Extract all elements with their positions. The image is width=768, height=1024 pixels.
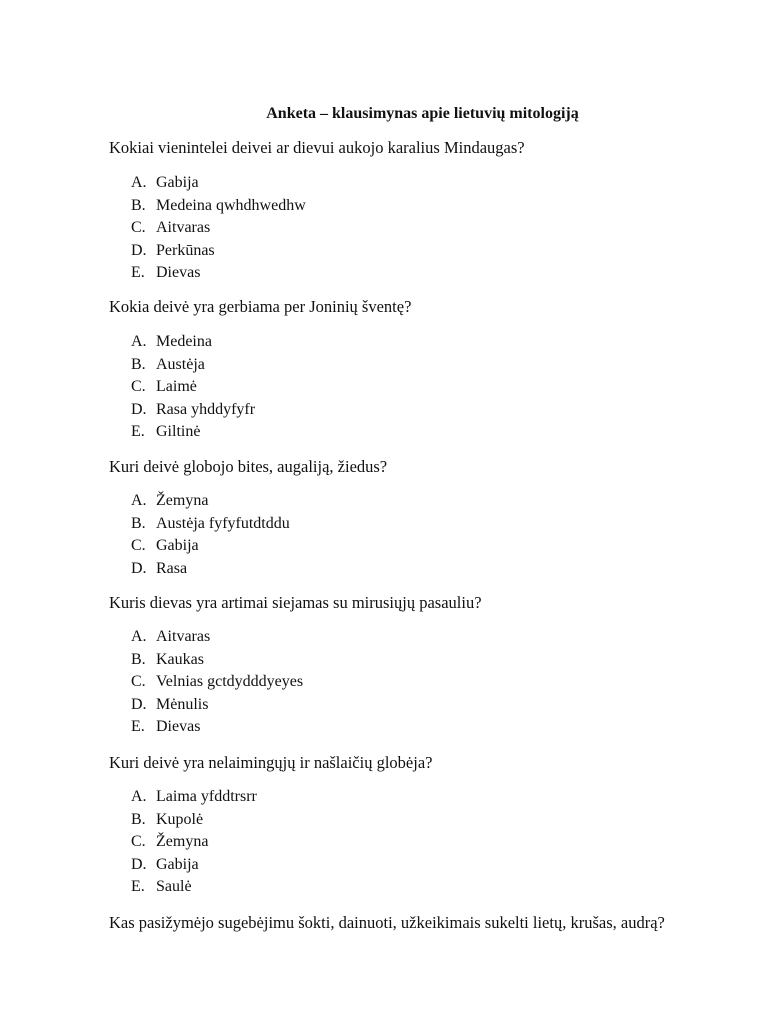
options-list [131, 786, 257, 899]
option-item [131, 217, 306, 240]
option-text: Gabija [156, 855, 199, 873]
option-text: Aitvaras [156, 219, 211, 236]
question-text: Kas pasižymėjo sugebėjimu šokti, dainuoti, užkeikimais sukelti lietų, krušas, audrą? [109, 913, 665, 932]
option-item [131, 376, 255, 399]
option-item [131, 649, 303, 672]
option-text: Dievas [156, 264, 201, 281]
option-text: Žemyna [156, 492, 209, 509]
option-letter: C. [131, 378, 146, 395]
question-text: Kuri deivė yra nelaimingųjų ir našlaičių globėja? [109, 753, 433, 772]
option-text: Gabija [156, 174, 199, 191]
option-letter: A. [131, 333, 147, 350]
option-letter: C. [131, 833, 146, 850]
option-letter: D. [131, 559, 147, 577]
document-title: Anketa – klausimynas apie lietuvių mitologiją [266, 105, 579, 122]
option-letter: D. [131, 695, 147, 713]
option-text: Perkūnas [156, 241, 215, 259]
option-text: Giltinė [156, 423, 201, 440]
option-text: Rasa [156, 559, 188, 577]
option-text: Žemyna [156, 833, 209, 850]
option-letter: C. [131, 219, 146, 236]
options-list [131, 626, 303, 739]
option-letter: A. [131, 492, 147, 509]
option-item [131, 809, 257, 832]
option-letter: E. [131, 718, 145, 735]
option-text: Velnias gctdydddyeyes [156, 673, 304, 690]
option-item [131, 331, 255, 354]
option-item [131, 513, 290, 536]
option-letter: C. [131, 537, 146, 554]
option-item [131, 354, 255, 377]
question-text: Kokia deivė yra gerbiama per Joninių šventę? [109, 297, 412, 316]
option-letter: D. [131, 400, 147, 418]
option-letter: E. [131, 878, 145, 895]
option-item [131, 854, 257, 877]
option-text: Laimė [156, 378, 197, 395]
option-item [131, 172, 306, 195]
option-text: Gabija [156, 537, 199, 554]
options-list [131, 331, 255, 444]
option-letter: B. [131, 810, 146, 828]
option-letter: D. [131, 241, 147, 259]
option-item [131, 262, 306, 285]
option-item [131, 490, 290, 513]
option-letter: A. [131, 174, 147, 191]
option-item [131, 558, 290, 581]
option-text: Kaukas [156, 650, 204, 668]
option-letter: C. [131, 673, 146, 690]
option-text: Austėja [156, 355, 205, 373]
option-item [131, 399, 255, 422]
option-item [131, 786, 257, 809]
option-item [131, 671, 303, 694]
option-letter: B. [131, 514, 146, 532]
option-item [131, 716, 303, 739]
options-list [131, 172, 306, 285]
option-text: Austėja fyfyfutdtddu [156, 514, 290, 532]
option-text: Dievas [156, 718, 201, 735]
option-item [131, 626, 303, 649]
option-text: Saulė [156, 878, 192, 895]
option-item [131, 694, 303, 717]
option-text: Medeina [156, 333, 212, 350]
option-letter: E. [131, 423, 145, 440]
question-text: Kuri deivė globojo bites, augaliją, žiedus? [109, 457, 388, 476]
option-item [131, 195, 306, 218]
option-text: Mėnulis [156, 695, 209, 713]
options-list [131, 490, 290, 580]
option-item [131, 831, 257, 854]
option-item [131, 240, 306, 263]
option-item [131, 535, 290, 558]
option-text: Laima yfddtrsrr [156, 788, 257, 805]
question-text: Kuris dievas yra artimai siejamas su mirusiųjų pasauliu? [109, 593, 482, 612]
option-item [131, 876, 257, 899]
option-text: Medeina qwhdhwedhw [156, 196, 306, 214]
option-letter: A. [131, 788, 147, 805]
option-letter: B. [131, 196, 146, 214]
option-letter: D. [131, 855, 147, 873]
question-text: Kokiai vienintelei deivei ar dievui aukojo karalius Mindaugas? [109, 138, 525, 157]
option-text: Aitvaras [156, 628, 211, 645]
option-item [131, 421, 255, 444]
option-letter: A. [131, 628, 147, 645]
option-letter: B. [131, 355, 146, 373]
option-text: Rasa yhddyfyfr [156, 400, 256, 418]
option-text: Kupolė [156, 810, 204, 828]
option-letter: B. [131, 650, 146, 668]
option-letter: E. [131, 264, 145, 281]
